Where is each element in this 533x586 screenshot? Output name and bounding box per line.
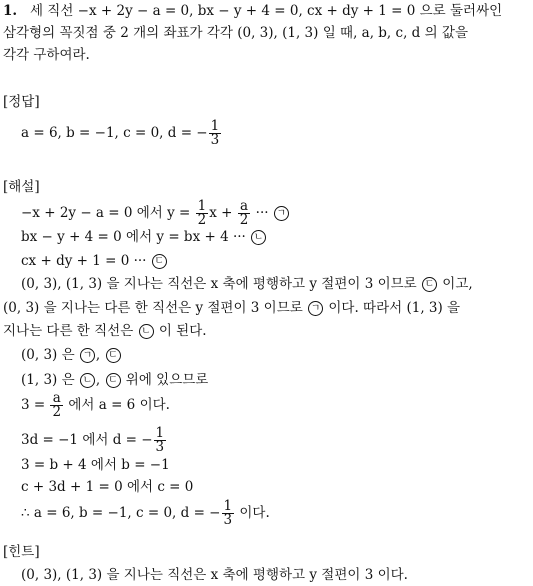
eq1-tail: ··· xyxy=(251,205,273,221)
answer-frac-num: 1 xyxy=(210,118,220,134)
solution-para-3 xyxy=(3,322,207,340)
solution-para-2 xyxy=(3,299,460,317)
circled-mark-1: ㄱ xyxy=(308,301,323,316)
s4-frac-den: 3 xyxy=(155,439,165,455)
s2-text: (1, 3) 은 xyxy=(21,372,79,388)
problem-number: 1. xyxy=(3,3,18,19)
s2-sep: , xyxy=(95,372,105,388)
p2-text-b: 이다. 따라서 (1, 3) 을 xyxy=(324,300,461,316)
solution-step-5: 3 = b + 4 에서 b = −1 xyxy=(21,457,170,473)
problem-text-1: 세 직선 −x + 2y − a = 0, bx − y + 4 = 0, cx + dy + 1 = 0 으로 둘러싸인 xyxy=(29,3,503,19)
p3-text-a: 지나는 다른 한 직선은 xyxy=(3,323,138,339)
solution-eq-3 xyxy=(21,252,168,270)
s1-sep: , xyxy=(95,347,105,363)
s4-fraction xyxy=(154,427,167,454)
problem-line-3: 각각 구하여라. xyxy=(3,47,90,63)
s7-text-b: 이다. xyxy=(235,505,270,521)
s3-fraction xyxy=(50,392,63,419)
s7-frac-num: 1 xyxy=(223,498,233,514)
answer-frac-den: 3 xyxy=(210,132,220,148)
solution-step-3 xyxy=(21,392,170,419)
s3-frac-den: 2 xyxy=(52,404,62,420)
eq1-frac-1 xyxy=(196,200,209,227)
s3-frac-num: a xyxy=(50,392,63,406)
s7-text-a: ∴ a = 6, b = −1, c = 0, d = − xyxy=(21,505,221,521)
hint-text: (0, 3), (1, 3) 을 지나는 직선은 x 축에 평행하고 y 절편이 3 이다. xyxy=(21,567,408,583)
solution-step-1 xyxy=(21,346,122,364)
s4-frac-num: 1 xyxy=(155,425,165,441)
s4-text: 3d = −1 에서 d = − xyxy=(21,432,153,448)
solution-para-1 xyxy=(21,275,473,293)
circled-mark-2: ㄴ xyxy=(251,230,266,245)
eq2-text: bx − y + 4 = 0 에서 y = bx + 4 ··· xyxy=(21,229,251,245)
circled-mark-2: ㄴ xyxy=(80,373,95,388)
circled-mark-1: ㄱ xyxy=(274,206,289,221)
p3-text-b: 이 된다. xyxy=(154,323,207,339)
circled-mark-3: ㄷ xyxy=(106,348,121,363)
eq1-mid: x + xyxy=(209,205,237,221)
answer-fraction xyxy=(209,120,222,147)
p1-text-b: 이고, xyxy=(437,276,473,292)
eq1-frac2-den: 2 xyxy=(239,212,249,228)
problem-line-2: 삼각형의 꼭짓점 중 2 개의 좌표가 각각 (0, 3), (1, 3) 일 때, a, b, c, d 의 값을 xyxy=(3,25,469,41)
s7-fraction xyxy=(222,500,235,527)
s7-frac-den: 3 xyxy=(223,512,233,528)
eq1-frac1-num: 1 xyxy=(197,198,207,214)
solution-conclusion xyxy=(21,500,270,527)
answer-text: a = 6, b = −1, c = 0, d = − xyxy=(21,125,208,141)
s3-text-b: 에서 a = 6 이다. xyxy=(64,397,170,413)
circled-mark-3: ㄷ xyxy=(422,277,437,292)
eq3-text: cx + dy + 1 = 0 ··· xyxy=(21,253,151,269)
eq1-left: −x + 2y − a = 0 에서 y = xyxy=(21,205,195,221)
s2-text-b: 위에 있으므로 xyxy=(121,372,209,388)
eq1-frac1-den: 2 xyxy=(197,212,207,228)
solution-eq-2 xyxy=(21,228,267,246)
eq1-frac2-num: a xyxy=(238,200,251,214)
solution-step-2 xyxy=(21,371,208,389)
hint-heading: [힌트] xyxy=(3,544,40,560)
solution-heading: [해설] xyxy=(3,179,40,195)
p2-text-a: (0, 3) 을 지나는 다른 한 직선은 y 절편이 3 이므로 xyxy=(3,300,308,316)
circled-mark-2: ㄴ xyxy=(139,324,154,339)
circled-mark-1: ㄱ xyxy=(80,348,95,363)
answer-heading: [정답] xyxy=(3,94,40,110)
problem-line-1 xyxy=(3,2,502,20)
circled-mark-3: ㄷ xyxy=(152,254,167,269)
s3-text-a: 3 = xyxy=(21,397,50,413)
solution-eq-1 xyxy=(21,200,290,227)
p1-text-a: (0, 3), (1, 3) 을 지나는 직선은 x 축에 평행하고 y 절편이 3 이므로 xyxy=(21,276,421,292)
circled-mark-3: ㄷ xyxy=(106,373,121,388)
answer-line xyxy=(21,120,222,147)
s1-text: (0, 3) 은 xyxy=(21,347,79,363)
solution-step-4 xyxy=(21,427,167,454)
eq1-frac-2 xyxy=(238,200,251,227)
solution-step-6: c + 3d + 1 = 0 에서 c = 0 xyxy=(21,479,194,495)
